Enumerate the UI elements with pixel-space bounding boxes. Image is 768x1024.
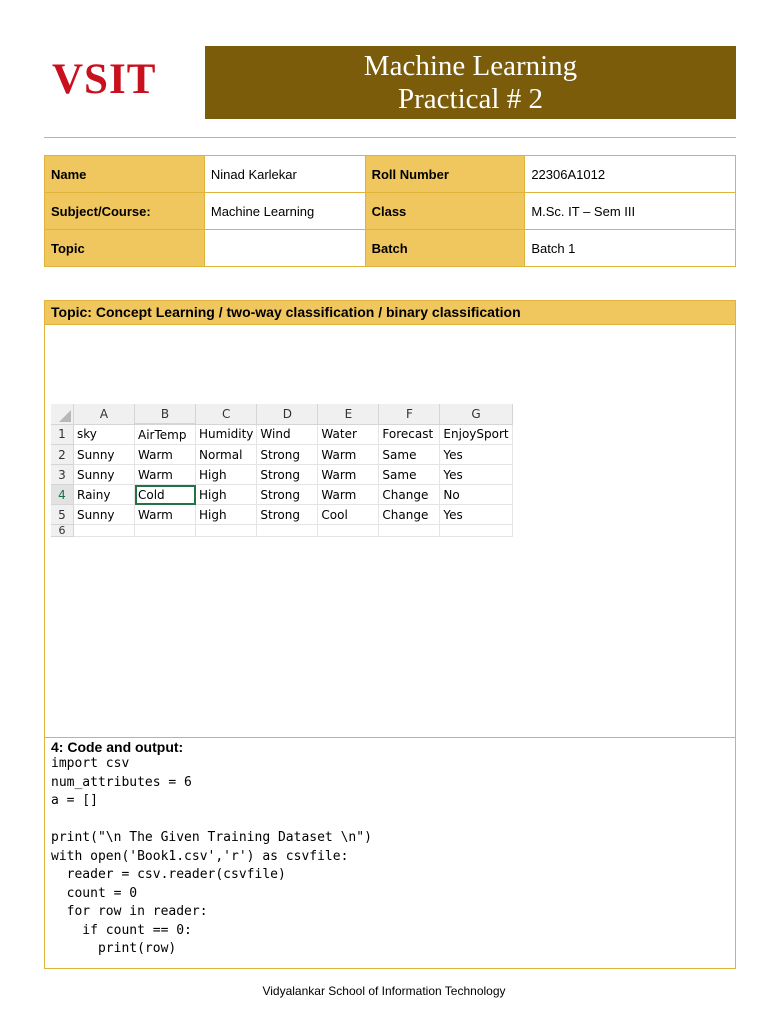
column-header: G [440, 404, 512, 424]
subject-value: Machine Learning [204, 193, 365, 230]
cell: Sunny [74, 445, 135, 465]
cell: AirTemp [135, 424, 196, 445]
page-title-banner [205, 46, 736, 119]
roll-number-label: Roll Number [365, 156, 525, 193]
column-header: D [257, 404, 318, 424]
column-header: A [74, 404, 135, 424]
roll-number-value: 22306A1012 [525, 156, 736, 193]
cell: Warm [318, 465, 379, 485]
cell: Sunny [74, 465, 135, 485]
sheet-row [51, 525, 512, 537]
cell: Rainy [74, 485, 135, 505]
cell: High [196, 485, 257, 505]
batch-label: Batch [365, 230, 525, 267]
footer-text: Vidyalankar School of Information Technology [262, 984, 506, 998]
title-line-1: Machine Learning [363, 50, 578, 82]
code-block: import csv num_attributes = 6 a = [] print("\n The Given Training Dataset \n") with open('Book1.csv','r') as csvfile: reader = csv.reader(csvfile) count = 0 for row in reader: if count == 0: print(row) [51, 756, 372, 956]
batch-value: Batch 1 [525, 230, 736, 267]
info-row [45, 230, 736, 267]
cell: Same [379, 445, 440, 465]
cell: Strong [257, 465, 318, 485]
cell [440, 525, 512, 537]
cell [257, 525, 318, 537]
cell: Yes [440, 445, 512, 465]
cell: sky [74, 424, 135, 445]
cell: Wind [257, 424, 318, 445]
cell: Same [379, 465, 440, 485]
cell: Cool [318, 505, 379, 525]
column-header: C [196, 404, 257, 424]
row-header: 3 [51, 465, 74, 485]
info-row [45, 156, 736, 193]
cell: Sunny [74, 505, 135, 525]
column-header: E [318, 404, 379, 424]
title-line-2: Practical # 2 [398, 83, 543, 115]
spreadsheet-screenshot [51, 404, 513, 537]
code-section [44, 736, 736, 969]
sheet-row [51, 445, 512, 465]
cell: Water [318, 424, 379, 445]
sheet-row [51, 465, 512, 485]
sheet-row [51, 505, 512, 525]
column-header: B [135, 404, 196, 424]
topic-label: Topic [45, 230, 205, 267]
cell: Change [379, 505, 440, 525]
cell: Warm [135, 465, 196, 485]
cell [74, 525, 135, 537]
cell: Yes [440, 465, 512, 485]
selected-cell: Cold [135, 485, 196, 505]
cell [379, 525, 440, 537]
student-info-table [44, 155, 736, 267]
name-value: Ninad Karlekar [204, 156, 365, 193]
cell: High [196, 505, 257, 525]
cell: Warm [318, 445, 379, 465]
cell: High [196, 465, 257, 485]
sheet-row [51, 424, 512, 445]
row-header: 6 [51, 525, 74, 537]
class-value: M.Sc. IT – Sem III [525, 193, 736, 230]
header-divider [44, 137, 736, 138]
row-header: 2 [51, 445, 74, 465]
row-header: 4 [51, 485, 74, 505]
cell: Normal [196, 445, 257, 465]
cell: Warm [135, 445, 196, 465]
cell: No [440, 485, 512, 505]
topic-section [44, 300, 736, 738]
cell: Strong [257, 485, 318, 505]
cell: Change [379, 485, 440, 505]
cell [196, 525, 257, 537]
cell [318, 525, 379, 537]
cell: Humidity [196, 424, 257, 445]
topic-heading: Topic: Concept Learning / two-way classification / binary classification [45, 301, 735, 325]
cell: Strong [257, 445, 318, 465]
vsit-logo: VSIT [52, 56, 157, 103]
topic-value [204, 230, 365, 267]
cell: Forecast [379, 424, 440, 445]
row-header: 5 [51, 505, 74, 525]
cell: Yes [440, 505, 512, 525]
column-header-row [51, 404, 512, 424]
cell [135, 525, 196, 537]
code-heading: 4: Code and output: [51, 739, 184, 755]
cell: Strong [257, 505, 318, 525]
cell: Warm [135, 505, 196, 525]
row-header: 1 [51, 424, 74, 445]
subject-label: Subject/Course: [45, 193, 205, 230]
name-label: Name [45, 156, 205, 193]
info-row [45, 193, 736, 230]
column-header: F [379, 404, 440, 424]
cell: Warm [318, 485, 379, 505]
class-label: Class [365, 193, 525, 230]
select-all-corner [51, 404, 74, 424]
cell: EnjoySport [440, 424, 512, 445]
sheet-row [51, 485, 512, 505]
